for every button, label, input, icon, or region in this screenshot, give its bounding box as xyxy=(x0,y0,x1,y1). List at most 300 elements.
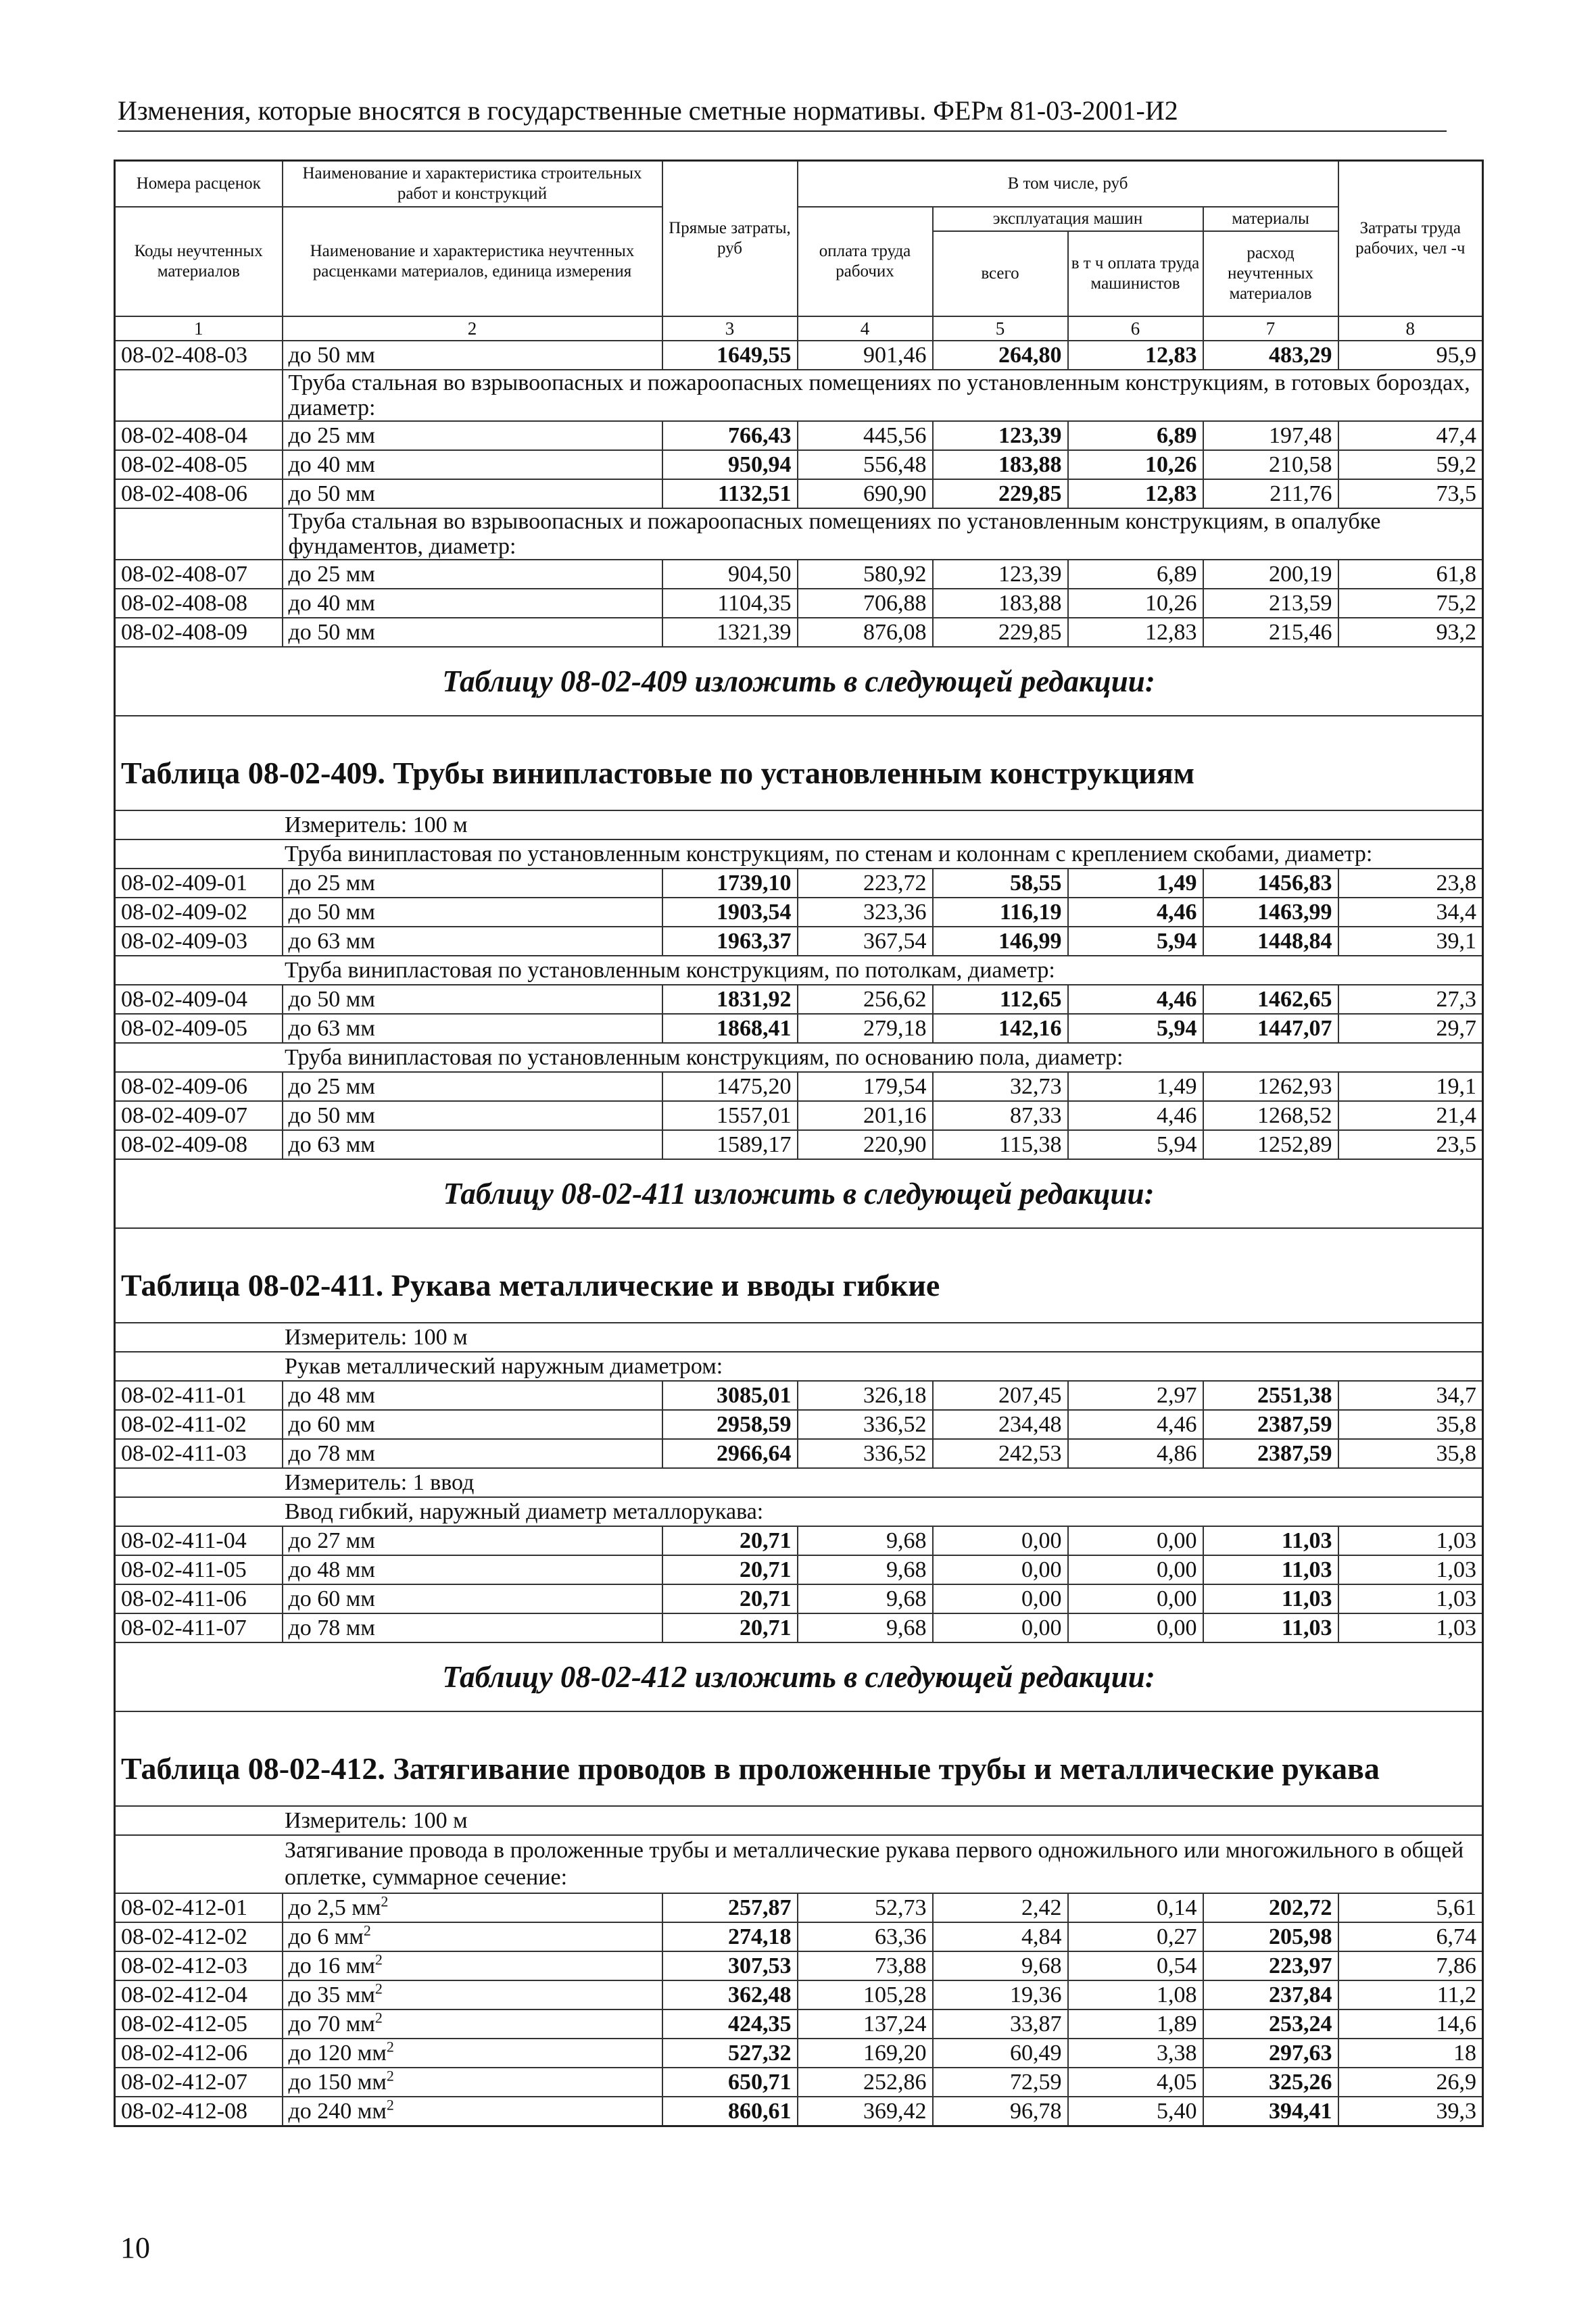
value-cell: 901,46 xyxy=(798,341,933,370)
col-header-1: Номера расценок xyxy=(115,161,283,208)
value-cell: 527,32 xyxy=(662,2039,798,2068)
meter-row xyxy=(115,810,1483,839)
value-cell: 860,61 xyxy=(662,2097,798,2126)
table-row xyxy=(115,927,1483,956)
value-cell: 9,68 xyxy=(798,1555,933,1584)
unit-of-measure: Измеритель: 1 ввод xyxy=(115,1468,1483,1497)
value-cell: 706,88 xyxy=(798,589,933,618)
item-name xyxy=(283,2009,662,2039)
value-cell: 115,38 xyxy=(933,1130,1068,1159)
item-name: до 25 мм xyxy=(283,869,662,898)
value-cell: 223,97 xyxy=(1203,1951,1338,1980)
rate-code: 08-02-409-08 xyxy=(115,1130,283,1159)
value-cell: 32,73 xyxy=(933,1072,1068,1101)
value-cell: 5,94 xyxy=(1068,1014,1203,1043)
value-cell: 5,40 xyxy=(1068,2097,1203,2126)
group-row xyxy=(115,370,1483,421)
value-cell: 5,94 xyxy=(1068,927,1203,956)
value-cell: 96,78 xyxy=(933,2097,1068,2126)
unit-of-measure: Измеритель: 100 м xyxy=(115,1323,1483,1352)
value-cell: 26,9 xyxy=(1338,2068,1483,2097)
table-row xyxy=(115,341,1483,370)
table-row xyxy=(115,1381,1483,1410)
value-cell: 394,41 xyxy=(1203,2097,1338,2126)
value-cell: 1557,01 xyxy=(662,1101,798,1130)
value-cell: 690,90 xyxy=(798,479,933,508)
value-cell: 215,46 xyxy=(1203,618,1338,647)
value-cell: 0,00 xyxy=(933,1584,1068,1613)
value-cell: 1447,07 xyxy=(1203,1014,1338,1043)
value-cell: 237,84 xyxy=(1203,1980,1338,2009)
item-name: до 50 мм xyxy=(283,618,662,647)
col-number: 8 xyxy=(1338,316,1483,341)
value-cell: 1903,54 xyxy=(662,898,798,927)
value-cell: 11,2 xyxy=(1338,1980,1483,2009)
value-cell: 20,71 xyxy=(662,1526,798,1555)
value-cell: 29,7 xyxy=(1338,1014,1483,1043)
value-cell: 2958,59 xyxy=(662,1410,798,1439)
item-name: до 40 мм xyxy=(283,450,662,479)
value-cell: 39,1 xyxy=(1338,927,1483,956)
column-numbers-row xyxy=(115,316,1483,341)
value-cell: 904,50 xyxy=(662,560,798,589)
value-cell: 1,03 xyxy=(1338,1526,1483,1555)
value-cell: 1462,65 xyxy=(1203,985,1338,1014)
unit-exponent: 2 xyxy=(374,1951,383,1968)
notice-row xyxy=(115,1642,1483,1711)
value-cell: 200,19 xyxy=(1203,560,1338,589)
value-cell: 1262,93 xyxy=(1203,1072,1338,1101)
col-header-materials: материалы xyxy=(1203,207,1338,231)
value-cell: 20,71 xyxy=(662,1555,798,1584)
table-row xyxy=(115,1922,1483,1951)
value-cell: 10,26 xyxy=(1068,589,1203,618)
value-cell: 142,16 xyxy=(933,1014,1068,1043)
item-name: до 60 мм xyxy=(283,1410,662,1439)
value-cell: 10,26 xyxy=(1068,450,1203,479)
rate-code: 08-02-411-06 xyxy=(115,1584,283,1613)
value-cell: 0,54 xyxy=(1068,1951,1203,1980)
col-header-2: Наименование и характеристика строительных работ и конструкций xyxy=(283,161,662,208)
value-cell: 73,88 xyxy=(798,1951,933,1980)
value-cell: 2387,59 xyxy=(1203,1439,1338,1468)
table-title-row xyxy=(115,716,1483,810)
value-cell: 73,5 xyxy=(1338,479,1483,508)
value-cell: 0,00 xyxy=(933,1526,1068,1555)
col-number: 1 xyxy=(115,316,283,341)
item-name: до 50 мм xyxy=(283,898,662,927)
value-cell: 39,3 xyxy=(1338,2097,1483,2126)
item-name: до 78 мм xyxy=(283,1613,662,1642)
rate-code: 08-02-412-05 xyxy=(115,2009,283,2039)
subtable-title: Таблица 08-02-409. Трубы винипластовые по установленным конструкциям xyxy=(115,716,1483,810)
value-cell: 1831,92 xyxy=(662,985,798,1014)
rate-code: 08-02-409-04 xyxy=(115,985,283,1014)
value-cell: 20,71 xyxy=(662,1613,798,1642)
unit-exponent: 2 xyxy=(386,2068,394,2085)
value-cell: 116,19 xyxy=(933,898,1068,927)
value-cell: 34,4 xyxy=(1338,898,1483,927)
value-cell: 9,68 xyxy=(798,1613,933,1642)
value-cell: 1,03 xyxy=(1338,1555,1483,1584)
table-row xyxy=(115,2009,1483,2039)
item-name-text: до 240 мм xyxy=(288,2099,387,2124)
value-cell: 1,89 xyxy=(1068,2009,1203,2039)
value-cell: 252,86 xyxy=(798,2068,933,2097)
group-row xyxy=(115,839,1483,869)
rate-code: 08-02-409-03 xyxy=(115,927,283,956)
value-cell: 3,38 xyxy=(1068,2039,1203,2068)
value-cell: 0,00 xyxy=(1068,1584,1203,1613)
group-row xyxy=(115,508,1483,560)
value-cell: 11,03 xyxy=(1203,1613,1338,1642)
meter-row xyxy=(115,1806,1483,1835)
value-cell: 4,46 xyxy=(1068,985,1203,1014)
value-cell: 0,00 xyxy=(933,1555,1068,1584)
value-cell: 4,86 xyxy=(1068,1439,1203,1468)
unit-exponent: 2 xyxy=(381,1893,389,1910)
value-cell: 362,48 xyxy=(662,1980,798,2009)
value-cell: 2387,59 xyxy=(1203,1410,1338,1439)
value-cell: 424,35 xyxy=(662,2009,798,2039)
value-cell: 3085,01 xyxy=(662,1381,798,1410)
value-cell: 14,6 xyxy=(1338,2009,1483,2039)
price-table xyxy=(114,160,1484,2127)
value-cell: 4,46 xyxy=(1068,1410,1203,1439)
item-name xyxy=(283,2039,662,2068)
value-cell: 11,03 xyxy=(1203,1526,1338,1555)
value-cell: 279,18 xyxy=(798,1014,933,1043)
value-cell: 1456,83 xyxy=(1203,869,1338,898)
value-cell: 52,73 xyxy=(798,1893,933,1922)
value-cell: 325,26 xyxy=(1203,2068,1338,2097)
value-cell: 1,03 xyxy=(1338,1584,1483,1613)
value-cell: 6,89 xyxy=(1068,421,1203,450)
group-description: Труба винипластовая по установленным конструкциям, по потолкам, диаметр: xyxy=(115,956,1483,985)
value-cell: 123,39 xyxy=(933,421,1068,450)
col-header-6: в т ч оплата труда машинистов xyxy=(1068,231,1203,316)
value-cell: 18 xyxy=(1338,2039,1483,2068)
value-cell: 2,42 xyxy=(933,1893,1068,1922)
rate-code: 08-02-412-06 xyxy=(115,2039,283,2068)
value-cell: 33,87 xyxy=(933,2009,1068,2039)
value-cell: 34,7 xyxy=(1338,1381,1483,1410)
item-name: до 50 мм xyxy=(283,479,662,508)
rate-code: 08-02-411-07 xyxy=(115,1613,283,1642)
value-cell: 9,68 xyxy=(933,1951,1068,1980)
value-cell: 4,46 xyxy=(1068,898,1203,927)
blank-cell xyxy=(115,370,283,421)
value-cell: 307,53 xyxy=(662,1951,798,1980)
value-cell: 59,2 xyxy=(1338,450,1483,479)
value-cell: 4,46 xyxy=(1068,1101,1203,1130)
value-cell: 950,94 xyxy=(662,450,798,479)
rate-code: 08-02-408-03 xyxy=(115,341,283,370)
value-cell: 1,03 xyxy=(1338,1613,1483,1642)
value-cell: 9,68 xyxy=(798,1584,933,1613)
table-row xyxy=(115,1526,1483,1555)
value-cell: 19,36 xyxy=(933,1980,1068,2009)
table-row xyxy=(115,618,1483,647)
value-cell: 367,54 xyxy=(798,927,933,956)
table-row xyxy=(115,2068,1483,2097)
item-name-text: до 6 мм xyxy=(288,1924,364,1949)
table-row xyxy=(115,1072,1483,1101)
table-row xyxy=(115,1014,1483,1043)
meter-row xyxy=(115,1323,1483,1352)
rate-code: 08-02-409-01 xyxy=(115,869,283,898)
value-cell: 11,03 xyxy=(1203,1555,1338,1584)
value-cell: 1132,51 xyxy=(662,479,798,508)
value-cell: 60,49 xyxy=(933,2039,1068,2068)
rate-code: 08-02-409-05 xyxy=(115,1014,283,1043)
item-name xyxy=(283,1893,662,1922)
value-cell: 1448,84 xyxy=(1203,927,1338,956)
item-name: до 63 мм xyxy=(283,1130,662,1159)
value-cell: 2966,64 xyxy=(662,1439,798,1468)
table-row xyxy=(115,1555,1483,1584)
value-cell: 137,24 xyxy=(798,2009,933,2039)
rate-code: 08-02-411-04 xyxy=(115,1526,283,1555)
value-cell: 207,45 xyxy=(933,1381,1068,1410)
rate-code: 08-02-412-03 xyxy=(115,1951,283,1980)
value-cell: 213,59 xyxy=(1203,589,1338,618)
item-name: до 25 мм xyxy=(283,1072,662,1101)
value-cell: 210,58 xyxy=(1203,450,1338,479)
col-number: 4 xyxy=(798,316,933,341)
value-cell: 483,29 xyxy=(1203,341,1338,370)
blank-cell xyxy=(115,508,283,560)
value-cell: 556,48 xyxy=(798,450,933,479)
table-row xyxy=(115,2097,1483,2126)
table-title-row xyxy=(115,1228,1483,1323)
edit-notice: Таблицу 08-02-411 изложить в следующей редакции: xyxy=(115,1159,1483,1228)
value-cell: 146,99 xyxy=(933,927,1068,956)
group-description: Рукав металлический наружным диаметром: xyxy=(115,1352,1483,1381)
item-name: до 50 мм xyxy=(283,985,662,1014)
item-name xyxy=(283,2068,662,2097)
col-header-7: расход неучтенных материалов xyxy=(1203,231,1338,316)
value-cell: 4,05 xyxy=(1068,2068,1203,2097)
group-row xyxy=(115,1043,1483,1072)
value-cell: 1268,52 xyxy=(1203,1101,1338,1130)
value-cell: 650,71 xyxy=(662,2068,798,2097)
value-cell: 58,55 xyxy=(933,869,1068,898)
item-name: до 63 мм xyxy=(283,927,662,956)
value-cell: 253,24 xyxy=(1203,2009,1338,2039)
rate-code: 08-02-412-01 xyxy=(115,1893,283,1922)
value-cell: 234,48 xyxy=(933,1410,1068,1439)
table-row xyxy=(115,1439,1483,1468)
value-cell: 35,8 xyxy=(1338,1410,1483,1439)
item-name xyxy=(283,1951,662,1980)
value-cell: 0,00 xyxy=(933,1613,1068,1642)
value-cell: 72,59 xyxy=(933,2068,1068,2097)
col-number: 3 xyxy=(662,316,798,341)
value-cell: 35,8 xyxy=(1338,1439,1483,1468)
table-row xyxy=(115,1980,1483,2009)
col-number: 6 xyxy=(1068,316,1203,341)
item-name: до 48 мм xyxy=(283,1555,662,1584)
item-name-text: до 2,5 мм xyxy=(288,1895,381,1920)
table-row xyxy=(115,479,1483,508)
value-cell: 580,92 xyxy=(798,560,933,589)
rate-code: 08-02-408-05 xyxy=(115,450,283,479)
item-name: до 50 мм xyxy=(283,341,662,370)
value-cell: 23,8 xyxy=(1338,869,1483,898)
value-cell: 1649,55 xyxy=(662,341,798,370)
item-name xyxy=(283,2097,662,2126)
item-name-text: до 120 мм xyxy=(288,2041,387,2066)
table-row xyxy=(115,1584,1483,1613)
value-cell: 105,28 xyxy=(798,1980,933,2009)
value-cell: 4,84 xyxy=(933,1922,1068,1951)
value-cell: 229,85 xyxy=(933,618,1068,647)
page-header: Изменения, которые вносятся в государственные сметные нормативы. ФЕРм 81-03-2001-И2 xyxy=(118,95,1447,132)
value-cell: 876,08 xyxy=(798,618,933,647)
table-row xyxy=(115,421,1483,450)
value-cell: 0,14 xyxy=(1068,1893,1203,1922)
group-description: Труба винипластовая по установленным конструкциям, по основанию пола, диаметр: xyxy=(115,1043,1483,1072)
table-header xyxy=(115,161,1483,341)
value-cell: 323,36 xyxy=(798,898,933,927)
group-description: Труба винипластовая по установленным конструкциям, по стенам и колоннам с креплением скобами, диаметр: xyxy=(115,839,1483,869)
value-cell: 12,83 xyxy=(1068,479,1203,508)
item-name-text: до 35 мм xyxy=(288,1982,375,2007)
table-row xyxy=(115,1951,1483,1980)
item-name-text: до 70 мм xyxy=(288,2012,375,2037)
group-description: Труба стальная во взрывоопасных и пожароопасных помещениях по установленным конструкциям, в готовых бороздах, диаметр: xyxy=(283,370,1483,421)
value-cell: 93,2 xyxy=(1338,618,1483,647)
rate-code: 08-02-412-07 xyxy=(115,2068,283,2097)
value-cell: 9,68 xyxy=(798,1526,933,1555)
value-cell: 11,03 xyxy=(1203,1584,1338,1613)
group-row xyxy=(115,1835,1483,1893)
table-row xyxy=(115,1893,1483,1922)
item-name: до 78 мм xyxy=(283,1439,662,1468)
rate-code: 08-02-411-01 xyxy=(115,1381,283,1410)
value-cell: 179,54 xyxy=(798,1072,933,1101)
unit-of-measure: Измеритель: 100 м xyxy=(115,1806,1483,1835)
value-cell: 0,00 xyxy=(1068,1526,1203,1555)
rate-code: 08-02-411-03 xyxy=(115,1439,283,1468)
value-cell: 123,39 xyxy=(933,560,1068,589)
group-row xyxy=(115,1497,1483,1526)
item-name: до 25 мм xyxy=(283,560,662,589)
value-cell: 1963,37 xyxy=(662,927,798,956)
value-cell: 6,74 xyxy=(1338,1922,1483,1951)
unit-exponent: 2 xyxy=(386,2097,394,2114)
value-cell: 112,65 xyxy=(933,985,1068,1014)
group-row xyxy=(115,956,1483,985)
edit-notice: Таблицу 08-02-412 изложить в следующей редакции: xyxy=(115,1642,1483,1711)
item-name: до 25 мм xyxy=(283,421,662,450)
value-cell: 274,18 xyxy=(662,1922,798,1951)
item-name: до 27 мм xyxy=(283,1526,662,1555)
meter-row xyxy=(115,1468,1483,1497)
table-row xyxy=(115,898,1483,927)
rate-code: 08-02-408-07 xyxy=(115,560,283,589)
value-cell: 1589,17 xyxy=(662,1130,798,1159)
unit-exponent: 2 xyxy=(363,1922,371,1939)
item-name: до 48 мм xyxy=(283,1381,662,1410)
value-cell: 23,5 xyxy=(1338,1130,1483,1159)
value-cell: 766,43 xyxy=(662,421,798,450)
value-cell: 229,85 xyxy=(933,479,1068,508)
value-cell: 1,49 xyxy=(1068,869,1203,898)
col-header-5: всего xyxy=(933,231,1068,316)
value-cell: 223,72 xyxy=(798,869,933,898)
rate-code: 08-02-408-04 xyxy=(115,421,283,450)
rate-code: 08-02-408-06 xyxy=(115,479,283,508)
rate-code: 08-02-409-07 xyxy=(115,1101,283,1130)
value-cell: 95,9 xyxy=(1338,341,1483,370)
value-cell: 1868,41 xyxy=(662,1014,798,1043)
value-cell: 2,97 xyxy=(1068,1381,1203,1410)
table-row xyxy=(115,2039,1483,2068)
value-cell: 20,71 xyxy=(662,1584,798,1613)
rate-code: 08-02-412-08 xyxy=(115,2097,283,2126)
rate-code: 08-02-411-02 xyxy=(115,1410,283,1439)
item-name: до 63 мм xyxy=(283,1014,662,1043)
value-cell: 47,4 xyxy=(1338,421,1483,450)
value-cell: 5,61 xyxy=(1338,1893,1483,1922)
col-header-machines: эксплуатация машин xyxy=(933,207,1203,231)
col-header-4: оплата труда рабочих xyxy=(798,207,933,316)
value-cell: 369,42 xyxy=(798,2097,933,2126)
col-number: 5 xyxy=(933,316,1068,341)
value-cell: 169,20 xyxy=(798,2039,933,2068)
item-name-text: до 150 мм xyxy=(288,2070,387,2095)
item-name xyxy=(283,1980,662,2009)
page-number: 10 xyxy=(120,2231,150,2264)
value-cell: 183,88 xyxy=(933,450,1068,479)
value-cell: 336,52 xyxy=(798,1410,933,1439)
value-cell: 5,94 xyxy=(1068,1130,1203,1159)
item-name: до 60 мм xyxy=(283,1584,662,1613)
rate-code: 08-02-409-06 xyxy=(115,1072,283,1101)
edit-notice: Таблицу 08-02-409 изложить в следующей редакции: xyxy=(115,647,1483,716)
value-cell: 12,83 xyxy=(1068,341,1203,370)
rate-code: 08-02-411-05 xyxy=(115,1555,283,1584)
col-header-3: Прямые затраты, руб xyxy=(662,161,798,317)
value-cell: 256,62 xyxy=(798,985,933,1014)
value-cell: 0,27 xyxy=(1068,1922,1203,1951)
value-cell: 6,89 xyxy=(1068,560,1203,589)
value-cell: 336,52 xyxy=(798,1439,933,1468)
value-cell: 197,48 xyxy=(1203,421,1338,450)
col-header-8: Затраты труда рабочих, чел -ч xyxy=(1338,161,1483,317)
item-name xyxy=(283,1922,662,1951)
rate-code: 08-02-408-09 xyxy=(115,618,283,647)
item-name-text: до 16 мм xyxy=(288,1953,375,1978)
notice-row xyxy=(115,647,1483,716)
table-row xyxy=(115,869,1483,898)
table-row xyxy=(115,1410,1483,1439)
unit-of-measure: Измеритель: 100 м xyxy=(115,810,1483,839)
value-cell: 27,3 xyxy=(1338,985,1483,1014)
table-row xyxy=(115,1130,1483,1159)
notice-row xyxy=(115,1159,1483,1228)
table-row xyxy=(115,985,1483,1014)
value-cell: 19,1 xyxy=(1338,1072,1483,1101)
value-cell: 1,08 xyxy=(1068,1980,1203,2009)
unit-exponent: 2 xyxy=(386,2039,394,2055)
value-cell: 201,16 xyxy=(798,1101,933,1130)
value-cell: 61,8 xyxy=(1338,560,1483,589)
value-cell: 183,88 xyxy=(933,589,1068,618)
table-body xyxy=(115,341,1483,2126)
